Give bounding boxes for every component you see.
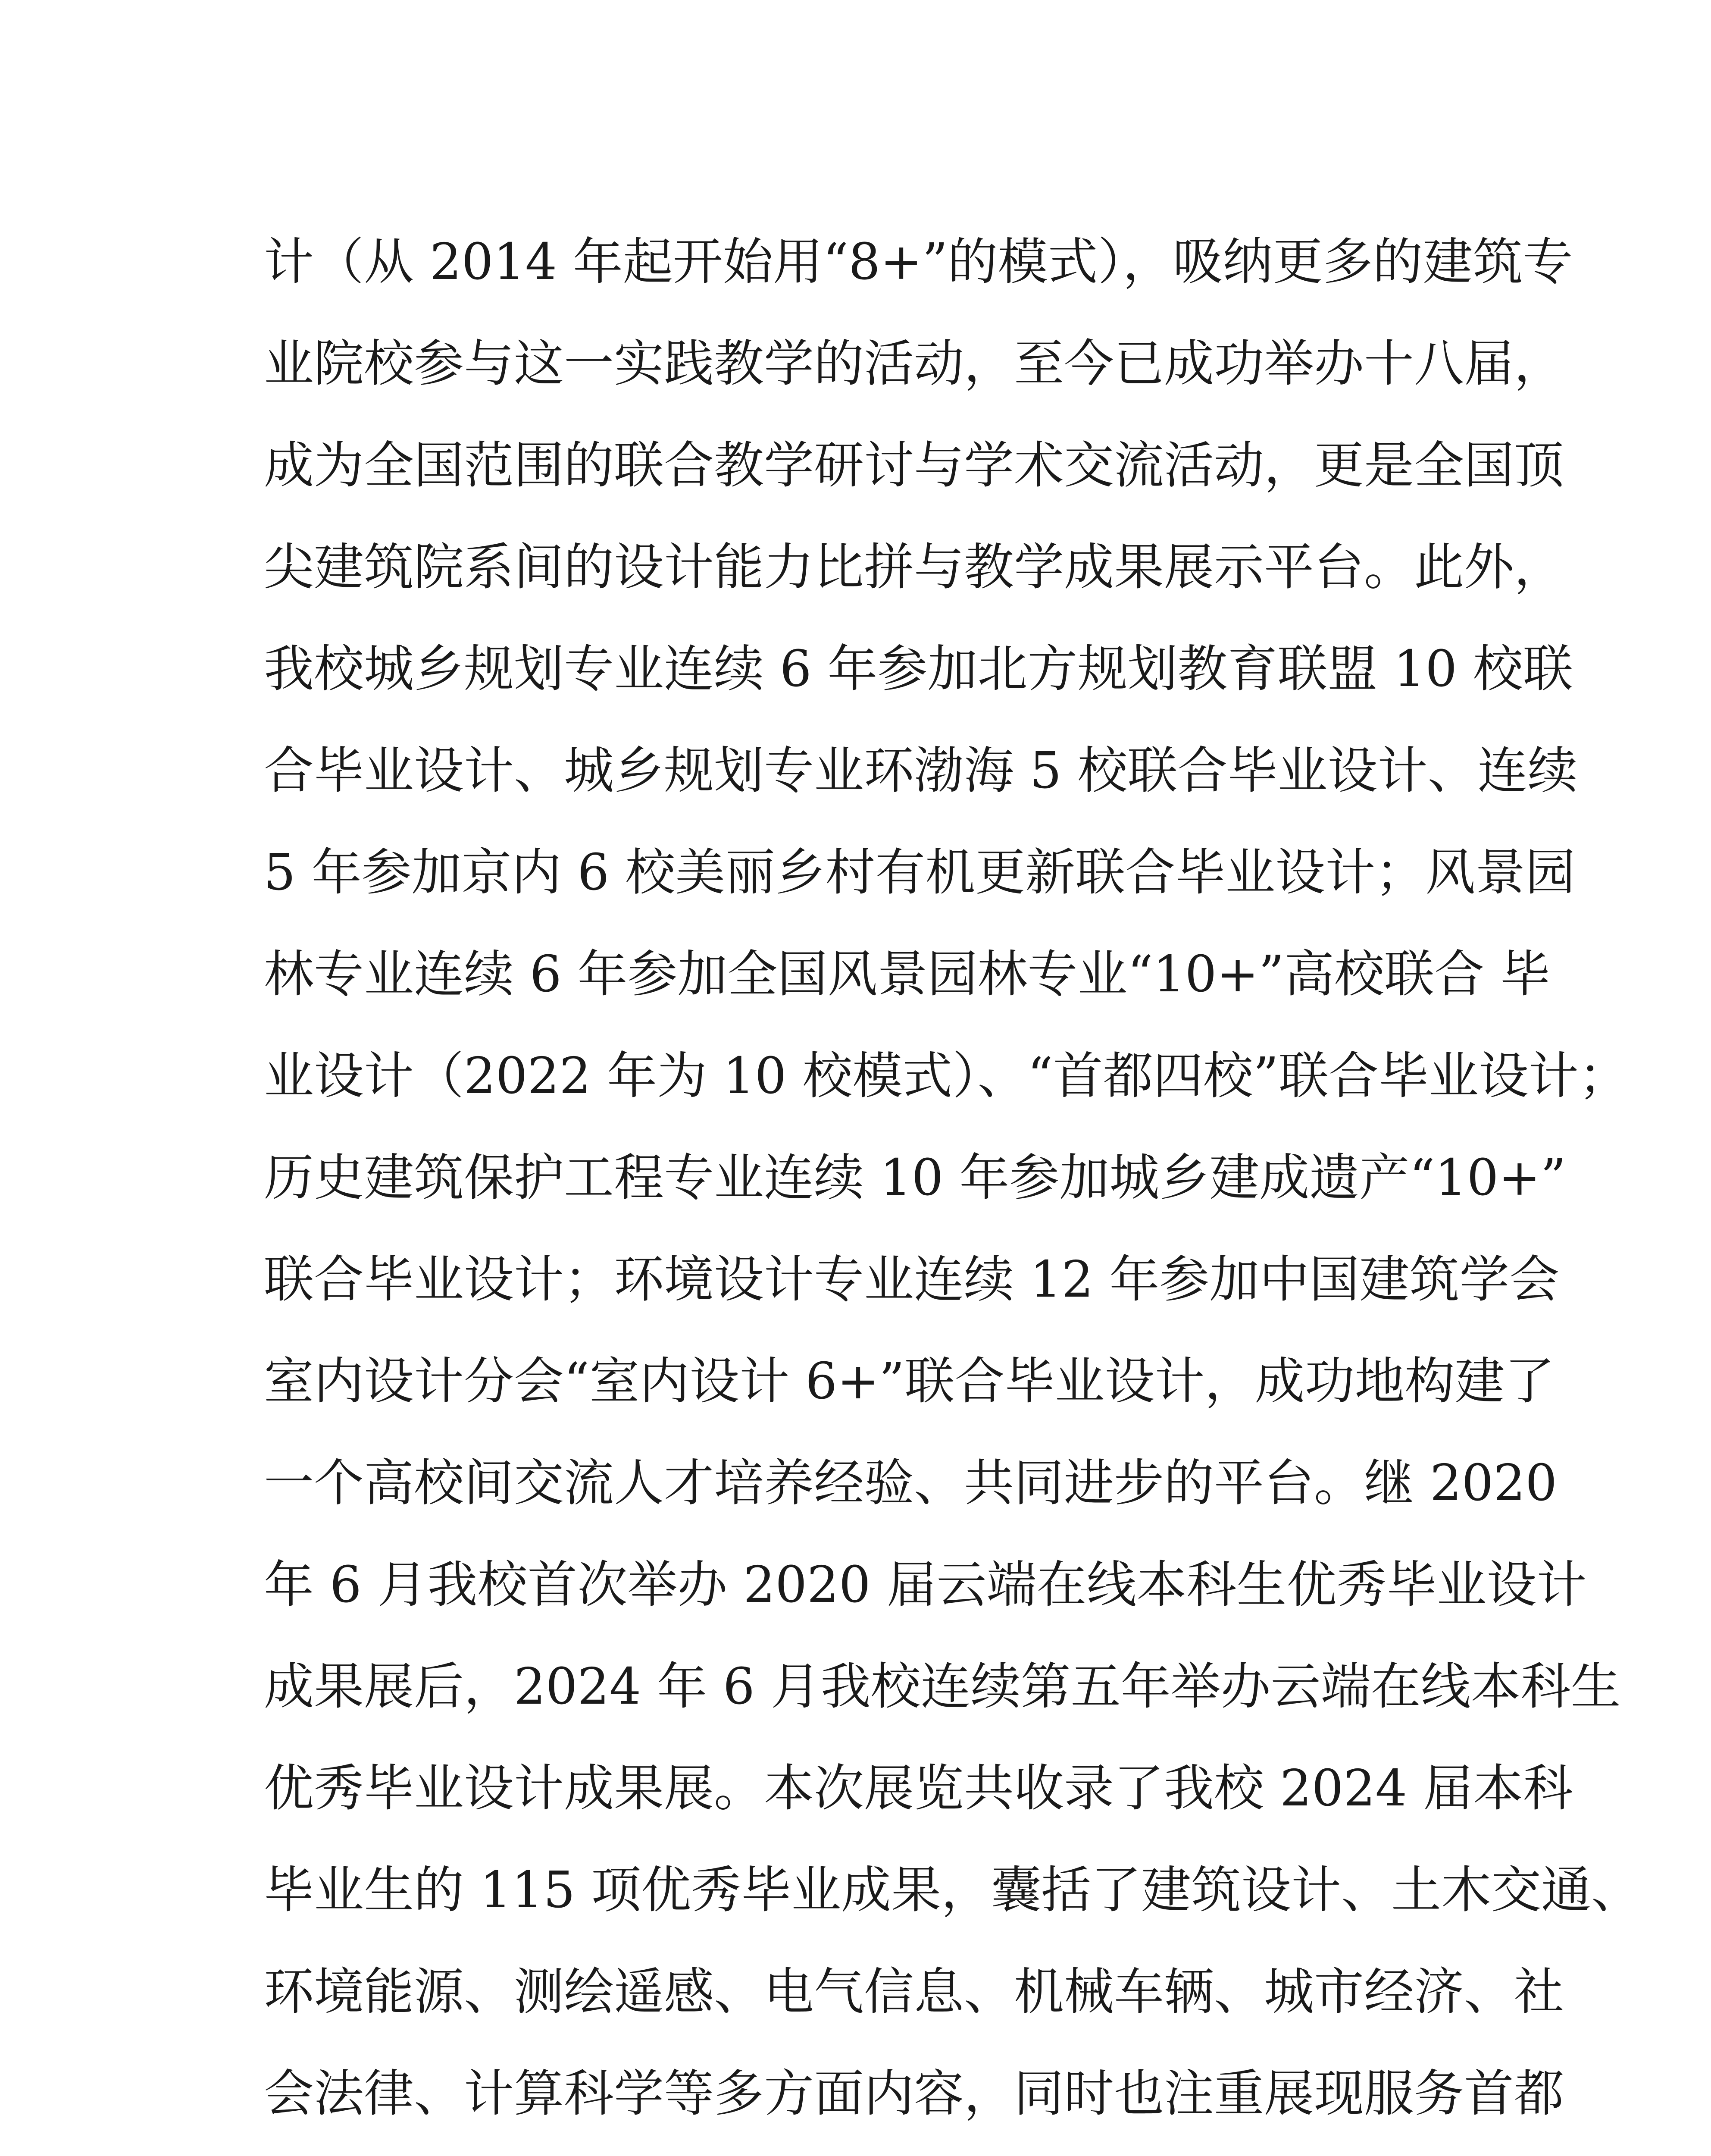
- text-line: 合毕业设计、城乡规划专业环渤海 5 校联合毕业设计、连续: [264, 742, 1578, 800]
- text-line: [264, 2145, 1454, 2156]
- text-line: 年 6 月我校首次举办 2020 届云端在线本科生优秀毕业设计: [264, 1556, 1587, 1614]
- text-line: 业院校参与这一实践教学的活动，至今已成功举办十八届，: [264, 335, 1564, 393]
- body-paragraph: [264, 211, 1642, 2156]
- text-line: 历史建筑保护工程专业连续 10 年参加城乡建成遗产“10+”: [264, 1149, 1566, 1207]
- text-line: 室内设计分会“室内设计 6+”联合毕业设计，成功地构建了: [264, 1352, 1555, 1410]
- text-line: 优秀毕业设计成果展。本次展览共收录了我校 2024 届本科: [264, 1759, 1573, 1818]
- text-line: 业设计（2022 年为 10 校模式）、“首都四校”联合毕业设计；: [264, 1047, 1629, 1105]
- text-line: 一个高校间交流人才培养经验、共同进步的平台。继 2020: [264, 1454, 1558, 1512]
- text-line: 尖建筑院系间的设计能力比拼与教学成果展示平台。此外，: [264, 538, 1564, 596]
- text-line: 会法律、计算科学等多方面内容，同时也注重展现服务首都: [264, 2065, 1564, 2123]
- text-line: 联合毕业设计；环境设计专业连续 12 年参加中国建筑学会: [264, 1250, 1560, 1309]
- text-line: 林专业连续 6 年参加全国风景园林专业“10+”高校联合 毕: [264, 945, 1550, 1003]
- text-line: 成为全国范围的联合教学研讨与学术交流活动，更是全国顶: [264, 436, 1564, 495]
- text-line: 计（从 2014 年起开始用“8+”的模式），吸纳更多的建筑专: [264, 233, 1573, 291]
- text-line: 我校城乡规划专业连续 6 年参加北方规划教育联盟 10 校联: [264, 640, 1573, 698]
- text-line: 毕业生的 115 项优秀毕业成果，囊括了建筑设计、土木交通、: [264, 1861, 1642, 1919]
- text-line: 5 年参加京内 6 校美丽乡村有机更新联合毕业设计；风景园: [264, 843, 1576, 902]
- text-line: 成果展后，2024 年 6 月我校连续第五年举办云端在线本科生: [264, 1658, 1621, 1716]
- text-line: 环境能源、测绘遥感、电气信息、机械车辆、城市经济、社: [264, 1963, 1564, 2021]
